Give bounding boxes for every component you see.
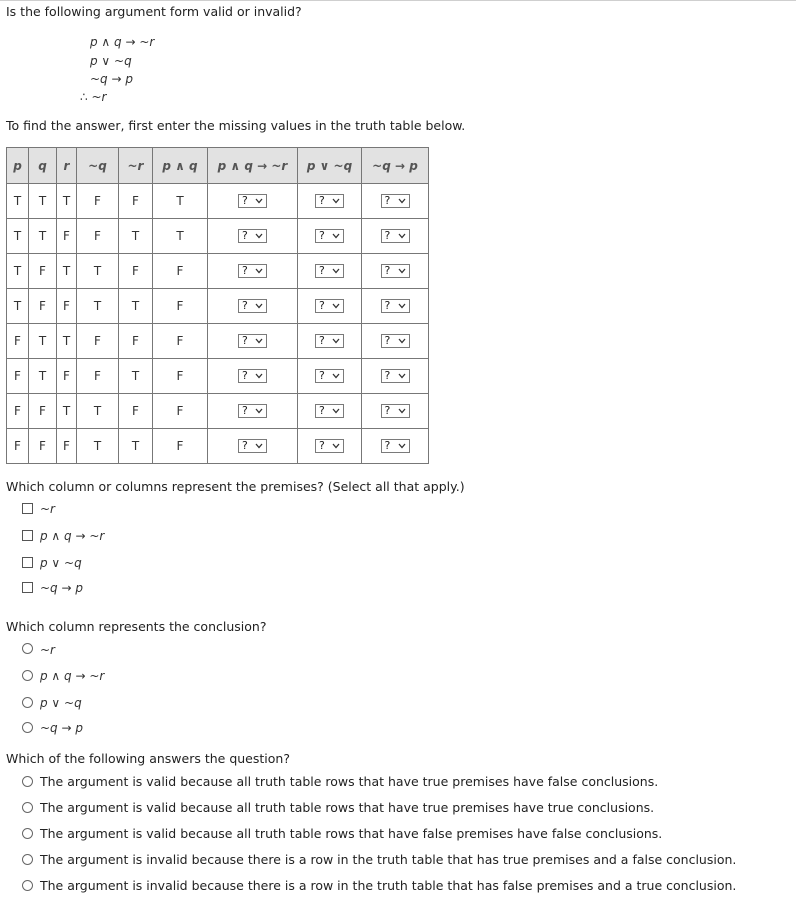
table-cell: [208, 394, 298, 429]
chevron-down-icon: [255, 408, 263, 414]
table-cell: T: [29, 324, 57, 359]
premise-option-label-3: p ∨ ~q: [40, 556, 82, 570]
select-value: ?: [242, 439, 248, 453]
premise-2-value-select[interactable]: [315, 404, 344, 418]
chevron-down-icon: [255, 338, 263, 344]
table-cell: T: [57, 254, 77, 289]
chevron-down-icon: [398, 198, 406, 204]
select-value: ?: [319, 264, 325, 278]
table-cell: F: [77, 359, 119, 394]
table-cell: [298, 394, 362, 429]
chevron-down-icon: [332, 198, 340, 204]
premise-3-value-select[interactable]: [381, 229, 410, 243]
table-instruction: To find the answer, first enter the missing values in the truth table below.: [6, 118, 466, 133]
conclusion-option-radio-4[interactable]: [22, 722, 33, 733]
table-cell: F: [153, 394, 208, 429]
table-cell: [208, 254, 298, 289]
table-cell: F: [77, 324, 119, 359]
premise-2-value-select[interactable]: [315, 299, 344, 313]
premise-2-value-select[interactable]: [315, 229, 344, 243]
table-cell: F: [29, 394, 57, 429]
table-cell: [298, 324, 362, 359]
table-cell: T: [57, 394, 77, 429]
premise-option-label-2: p ∧ q → ~r: [40, 529, 105, 543]
table-cell: T: [7, 219, 29, 254]
col-header-premise-1: p ∧ q → ~r: [208, 148, 298, 184]
premise-2-value-select[interactable]: [315, 369, 344, 383]
table-cell: T: [119, 359, 153, 394]
table-cell: [362, 184, 429, 219]
select-value: ?: [319, 439, 325, 453]
chevron-down-icon: [332, 338, 340, 344]
premise-1-value-select[interactable]: [238, 439, 267, 453]
table-cell: [362, 254, 429, 289]
chevron-down-icon: [398, 443, 406, 449]
chevron-down-icon: [332, 408, 340, 414]
table-cell: T: [7, 254, 29, 289]
conclusion-line: ∴ ~r: [80, 90, 107, 104]
table-row: [7, 359, 429, 394]
col-header-not-r: ~r: [119, 148, 153, 184]
table-row: [7, 289, 429, 324]
table-cell: [362, 289, 429, 324]
select-value: ?: [319, 229, 325, 243]
premise-3-value-select[interactable]: [381, 334, 410, 348]
select-value: ?: [384, 369, 391, 383]
premise-3-value-select[interactable]: [381, 404, 410, 418]
table-cell: [362, 394, 429, 429]
select-value: ?: [384, 264, 391, 278]
premise-option-checkbox-4[interactable]: [22, 582, 33, 593]
table-cell: F: [57, 219, 77, 254]
select-value: ?: [242, 369, 248, 383]
select-value: ?: [384, 334, 391, 348]
question-text: Is the following argument form valid or invalid?: [6, 4, 302, 19]
table-cell: F: [29, 429, 57, 464]
conclusion-option-radio-3[interactable]: [22, 697, 33, 708]
premise-2-value-select[interactable]: [315, 439, 344, 453]
answer-label-2: The argument is valid because all truth table rows that have true premises have true conclusions.: [40, 800, 655, 815]
table-cell: F: [57, 429, 77, 464]
conclusion-option-label-1: ~r: [40, 643, 55, 657]
table-cell: T: [77, 394, 119, 429]
table-cell: F: [29, 254, 57, 289]
table-cell: F: [153, 254, 208, 289]
premise-3: ~q → p: [90, 72, 133, 86]
select-value: ?: [319, 404, 325, 418]
premise-2-value-select[interactable]: [315, 334, 344, 348]
select-value: ?: [384, 299, 391, 313]
table-cell: [208, 429, 298, 464]
table-cell: [298, 429, 362, 464]
col-header-not-q: ~q: [77, 148, 119, 184]
chevron-down-icon: [255, 443, 263, 449]
table-row: [7, 219, 429, 254]
answer-radio-4[interactable]: [22, 854, 33, 865]
col-header-premise-3: ~q → p: [362, 148, 429, 184]
table-row: [7, 394, 429, 429]
answer-radio-5[interactable]: [22, 880, 33, 891]
premise-option-label-1: ~r: [40, 502, 55, 516]
chevron-down-icon: [332, 303, 340, 309]
table-cell: T: [77, 429, 119, 464]
premise-1-value-select[interactable]: [238, 334, 267, 348]
table-cell: [362, 324, 429, 359]
select-value: ?: [242, 404, 248, 418]
table-cell: F: [119, 254, 153, 289]
select-value: ?: [319, 299, 325, 313]
col-header-r: r: [57, 148, 77, 184]
premises-question: Which column or columns represent the premises? (Select all that apply.): [6, 479, 465, 494]
select-value: ?: [242, 299, 248, 313]
chevron-down-icon: [398, 373, 406, 379]
table-cell: [208, 324, 298, 359]
conclusion-question: Which column represents the conclusion?: [6, 619, 267, 634]
premise-1-value-select[interactable]: [238, 194, 267, 208]
premise-3-value-select[interactable]: [381, 299, 410, 313]
premise-1-value-select[interactable]: [238, 229, 267, 243]
top-divider: [0, 0, 796, 1]
table-cell: [208, 359, 298, 394]
table-cell: F: [153, 429, 208, 464]
conclusion-option-radio-2[interactable]: [22, 670, 33, 681]
table-cell: [362, 219, 429, 254]
table-cell: T: [29, 184, 57, 219]
conclusion-option-radio-1[interactable]: [22, 643, 33, 654]
table-cell: [298, 289, 362, 324]
answer-label-4: The argument is invalid because there is a row in the truth table that has true premises and a false conclusion.: [40, 852, 737, 867]
table-cell: F: [153, 289, 208, 324]
table-cell: [208, 289, 298, 324]
premise-3-value-select[interactable]: [381, 369, 410, 383]
table-cell: T: [153, 184, 208, 219]
table-cell: T: [7, 289, 29, 324]
table-cell: T: [77, 254, 119, 289]
select-value: ?: [384, 439, 391, 453]
select-value: ?: [319, 334, 325, 348]
conclusion-option-label-2: p ∧ q → ~r: [40, 669, 105, 683]
table-row: [7, 254, 429, 289]
table-cell: [298, 254, 362, 289]
answer-label-1: The argument is valid because all truth table rows that have true premises have false conclusions.: [40, 774, 659, 789]
premise-1-value-select[interactable]: [238, 299, 267, 313]
table-cell: [298, 184, 362, 219]
table-cell: F: [29, 289, 57, 324]
answer-label-3: The argument is valid because all truth table rows that have false premises have false conclusions.: [40, 826, 663, 841]
premise-1: p ∧ q → ~r: [90, 35, 155, 49]
table-cell: F: [57, 359, 77, 394]
conclusion-option-label-3: p ∨ ~q: [40, 696, 82, 710]
table-cell: T: [119, 429, 153, 464]
select-value: ?: [319, 369, 325, 383]
premise-1-value-select[interactable]: [238, 369, 267, 383]
chevron-down-icon: [332, 373, 340, 379]
chevron-down-icon: [255, 233, 263, 239]
table-cell: T: [29, 359, 57, 394]
select-value: ?: [319, 194, 325, 208]
truth-table-header-row: [7, 148, 429, 184]
chevron-down-icon: [255, 198, 263, 204]
table-cell: T: [119, 219, 153, 254]
table-cell: T: [7, 184, 29, 219]
table-row: [7, 184, 429, 219]
chevron-down-icon: [255, 303, 263, 309]
table-cell: F: [77, 219, 119, 254]
select-value: ?: [242, 334, 248, 348]
table-cell: F: [77, 184, 119, 219]
table-cell: [208, 219, 298, 254]
table-cell: [298, 359, 362, 394]
table-cell: T: [153, 219, 208, 254]
answer-radio-1[interactable]: [22, 776, 33, 787]
premise-option-label-4: ~q → p: [40, 581, 83, 595]
chevron-down-icon: [255, 373, 263, 379]
col-header-p-and-q: p ∧ q: [153, 148, 208, 184]
select-value: ?: [242, 229, 248, 243]
table-cell: T: [77, 289, 119, 324]
chevron-down-icon: [398, 303, 406, 309]
chevron-down-icon: [398, 268, 406, 274]
chevron-down-icon: [398, 408, 406, 414]
table-cell: F: [153, 324, 208, 359]
premise-3-value-select[interactable]: [381, 439, 410, 453]
select-value: ?: [384, 404, 391, 418]
premise-option-checkbox-2[interactable]: [22, 530, 33, 541]
answer-radio-3[interactable]: [22, 828, 33, 839]
table-cell: T: [57, 324, 77, 359]
table-cell: F: [7, 359, 29, 394]
premise-option-checkbox-1[interactable]: [22, 503, 33, 514]
premise-1-value-select[interactable]: [238, 264, 267, 278]
select-value: ?: [242, 264, 248, 278]
premise-3-value-select[interactable]: [381, 194, 410, 208]
table-cell: F: [119, 324, 153, 359]
table-cell: F: [153, 359, 208, 394]
answer-label-5: The argument is invalid because there is a row in the truth table that has false premises and a true conclusion.: [40, 878, 737, 893]
table-row: [7, 429, 429, 464]
table-cell: F: [7, 394, 29, 429]
truth-table: [6, 147, 429, 464]
col-header-p: p: [7, 148, 29, 184]
answer-radio-2[interactable]: [22, 802, 33, 813]
col-header-premise-2: p ∨ ~q: [298, 148, 362, 184]
table-cell: F: [7, 324, 29, 359]
table-cell: [362, 429, 429, 464]
col-header-q: q: [29, 148, 57, 184]
table-cell: T: [29, 219, 57, 254]
table-cell: [362, 359, 429, 394]
table-cell: F: [119, 394, 153, 429]
chevron-down-icon: [332, 268, 340, 274]
select-value: ?: [242, 194, 248, 208]
premise-option-checkbox-3[interactable]: [22, 557, 33, 568]
table-cell: [298, 219, 362, 254]
select-value: ?: [384, 229, 391, 243]
premise-2-value-select[interactable]: [315, 264, 344, 278]
chevron-down-icon: [332, 233, 340, 239]
answer-question: Which of the following answers the question?: [6, 751, 290, 766]
premise-3-value-select[interactable]: [381, 264, 410, 278]
table-cell: T: [119, 289, 153, 324]
table-cell: F: [57, 289, 77, 324]
table-row: [7, 324, 429, 359]
select-value: ?: [384, 194, 391, 208]
chevron-down-icon: [398, 233, 406, 239]
premise-2-value-select[interactable]: [315, 194, 344, 208]
table-cell: F: [7, 429, 29, 464]
table-cell: T: [57, 184, 77, 219]
premise-1-value-select[interactable]: [238, 404, 267, 418]
conclusion-option-label-4: ~q → p: [40, 721, 83, 735]
premise-2: p ∨ ~q: [90, 54, 132, 68]
table-cell: [208, 184, 298, 219]
chevron-down-icon: [332, 443, 340, 449]
table-cell: F: [119, 184, 153, 219]
chevron-down-icon: [398, 338, 406, 344]
chevron-down-icon: [255, 268, 263, 274]
